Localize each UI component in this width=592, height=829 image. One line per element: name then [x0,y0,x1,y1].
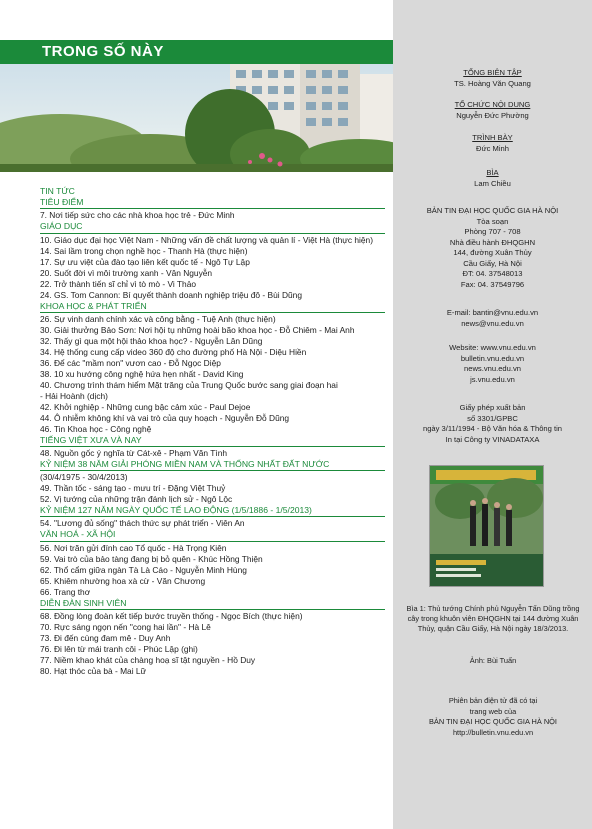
office-line: Cầu Giấy, Hà Nội [463,258,522,268]
toc-entry[interactable]: 26. Sự vinh danh chính xác và công bằng - Tuệ Anh (thực hiện) [40,313,276,324]
toc-entry[interactable]: (30/4/1975 - 30/4/2013) [40,472,128,483]
office-block [393,206,592,290]
editor-heading: TỔNG BIÊN TẬP [463,68,522,77]
toc-entry[interactable]: 66. Trang thơ [40,586,91,597]
footer-line: Phiên bản điện tử đã có tại [448,696,538,705]
toc-entry[interactable]: 34. Hệ thống cung cấp video 360 độ cho đường phố Hà Nội - Diệu Hiền [40,346,307,357]
cover-name: Lam Chiều [474,178,511,188]
toc-entry[interactable]: - Hải Hoành (dịch) [40,390,108,401]
toc-entry[interactable]: 22. Trở thành tiến sĩ chỉ vì tò mò - Vi Thảo [40,278,197,289]
toc-entry[interactable]: 17. Sự ưu việt của đào tạo liên kết quốc tế - Ngô Tự Lập [40,256,250,267]
website-line: bulletin.vnu.edu.vn [460,353,525,363]
website-line: news.vnu.edu.vn [464,364,521,373]
office-line: Fax: 04. 37549796 [460,279,525,289]
editor-name: TS. Hoàng Văn Quang [454,78,531,88]
toc-section-heading: VĂN HOÁ - XÃ HỘI [40,529,385,541]
footer-line: http://bulletin.vnu.edu.vn [452,727,534,737]
table-of-contents [40,186,385,677]
cover-caption: Bìa 1: Thủ tướng Chính phủ Nguyễn Tấn Dũng trồng cây trong khuôn viên ĐHQGHN tại 144 đường Xuân Thủy, quận Cầu Giấy, Hà Nội ngày 18/3/2013. [406,604,580,634]
license-line: số 3301/GPBC [467,413,518,423]
toc-entry[interactable]: 80. Hạt thóc của bà - Mai Lữ [40,665,147,676]
photo-credit: Ảnh: Bùi Tuấn [469,656,517,665]
magazine-cover-art [430,466,543,586]
toc-entry[interactable]: 77. Niềm khao khát của chàng hoạ sĩ tật nguyền - Hồ Duy [40,654,256,665]
toc-entry[interactable]: 36. Để các "mầm non" vươn cao - Đỗ Ngọc Diệp [40,357,221,368]
toc-entry[interactable]: 59. Vai trò của bảo tàng đang bị bỏ quên - Khúc Hồng Thiện [40,553,263,564]
footer-line: BẢN TIN ĐẠI HỌC QUỐC GIA HÀ NỘI [429,717,557,726]
toc-entry[interactable]: 54. "Lương đủ sống" thách thức sự phát triển - Viên An [40,518,245,529]
toc-entry[interactable]: 46. Tin Khoa học - Công nghệ [40,423,152,434]
toc-entry[interactable]: 76. Đi lên từ mái tranh côi - Phúc Lập (ghi) [40,643,198,654]
content-name: Nguyễn Đức Phường [456,110,529,120]
toc-section-heading: KHOA HỌC & PHÁT TRIỂN [40,301,385,313]
office-line: Tòa soạn [476,216,509,226]
toc-entry[interactable]: 30. Giải thưởng Bảo Sơn: Nơi hội tụ những hoài bão khoa học - Đỗ Chiêm - Mai Anh [40,324,355,335]
toc-entry[interactable]: 10. Giáo dục đại học Việt Nam - Những vấn đề chất lượng và quản lí - Việt Hà (thực hiện) [40,234,373,245]
toc-entry[interactable]: 20. Suốt đời vì môi trường xanh - Vân Nguyễn [40,267,213,278]
license-block [393,403,592,445]
campus-photo [0,64,393,172]
layout-block [393,133,592,154]
license-line: Giấy phép xuất bản [459,403,526,412]
magazine-cover-image [429,465,544,587]
website-block [393,343,592,385]
toc-entry[interactable]: 32. Thấy gì qua một hội thảo khoa học? - Nguyễn Lân Dũng [40,335,263,346]
office-line: BẢN TIN ĐẠI HỌC QUỐC GIA HÀ NỘI [426,206,559,215]
toc-section-heading: TIÊU ĐIỂM [40,197,385,209]
toc-section-heading: DIỄN ĐÀN SINH VIÊN [40,598,385,610]
toc-section-heading: KỶ NIỆM 38 NĂM GIẢI PHÓNG MIỀN NAM VÀ THỐNG NHẤT ĐẤT NƯỚC [40,459,385,471]
website-line: Website: www.vnu.edu.vn [449,343,536,352]
email-line: news@vnu.edu.vn [461,318,524,328]
content-block [393,100,592,121]
office-line: Nhà điều hành ĐHQGHN [449,237,536,247]
email-block [393,308,592,329]
office-line: ĐT: 04. 37548013 [462,269,523,278]
toc-entry[interactable]: 52. Vị tướng của những trận đánh lịch sử - Ngô Lộc [40,494,233,505]
toc-section-heading: KỶ NIỆM 127 NĂM NGÀY QUỐC TẾ LAO ĐỘNG (1/5/1886 - 1/5/2013) [40,505,385,517]
office-line: 144, đường Xuân Thủy [453,248,532,257]
footer-line: trang web của [469,706,517,716]
toc-entry[interactable]: 40. Chương trình thám hiểm Mặt trăng của Trung Quốc bước sang giai đoạn hai [40,379,338,390]
toc-entry[interactable]: 68. Đồng lòng đoàn kết tiếp bước truyền thống - Ngọc Bích (thực hiện) [40,610,303,621]
license-line: In tại Công ty VINADATAXA [445,434,540,444]
toc-entry[interactable]: 44. Ô nhiễm không khí và vai trò của quy hoạch - Nguyễn Đỗ Dũng [40,412,290,423]
toc-entry[interactable]: 70. Rực sáng ngọn nến "cong hai lần" - Hà Lê [40,621,211,632]
email-line: E-mail: bantin@vnu.edu.vn [446,308,539,317]
website-line: js.vnu.edu.vn [470,374,515,384]
toc-section-heading: TIẾNG VIỆT XƯA VÀ NAY [40,435,385,447]
toc-entry[interactable]: 42. Khởi nghiệp - Những cung bậc cảm xúc - Paul Dejoe [40,401,251,412]
layout-name: Đức Minh [476,143,509,153]
cover-block [393,168,592,189]
content-heading: TỔ CHỨC NỘI DUNG [454,100,531,109]
office-line: Phòng 707 - 708 [464,227,521,236]
cover-heading: BÌA [486,168,499,177]
toc-entry[interactable]: 38. 10 xu hướng công nghệ hứa hẹn nhất - David King [40,368,244,379]
toc-entry[interactable]: 56. Nơi trăn gửi đính cao Tổ quốc - Hà Trọng Kiên [40,542,227,553]
footer-note [402,696,584,738]
campus-photo-image [0,64,393,172]
toc-entry[interactable]: 73. Đi đến cùng đam mê - Duy Anh [40,632,171,643]
license-line: ngày 3/11/1994 - Bộ Văn hóa & Thông tin [422,424,563,433]
layout-heading: TRÌNH BÀY [472,133,513,142]
editor-block [393,68,592,89]
toc-entry[interactable]: 14. Sai lầm trong chọn nghề học - Thanh Hà (thực hiện) [40,245,248,256]
page-title: TRONG SỐ NÀY [42,43,164,60]
toc-section-heading: GIÁO DỤC [40,221,385,233]
toc-entry[interactable]: 49. Thần tốc - sáng tạo - mưu trí - Đặng Việt Thuỷ [40,483,226,494]
toc-entry[interactable]: 7. Nơi tiếp sức cho các nhà khoa học trẻ - Đức Minh [40,210,235,221]
toc-entry[interactable]: 62. Thổ cẩm giữa ngàn Tà Là Cáo - Nguyễn Minh Hùng [40,564,247,575]
toc-entry[interactable]: 48. Nguồn gốc ý nghĩa từ Cát-xê - Phạm Văn Tình [40,448,228,459]
toc-section-heading: TIN TỨC [40,186,75,196]
toc-entry[interactable]: 24. GS. Tom Cannon: Bí quyết thành doanh nghiệp triệu đô - Bùi Dũng [40,289,302,300]
toc-entry[interactable]: 65. Khiêm nhường hoa xà cừ - Văn Chương [40,575,206,586]
